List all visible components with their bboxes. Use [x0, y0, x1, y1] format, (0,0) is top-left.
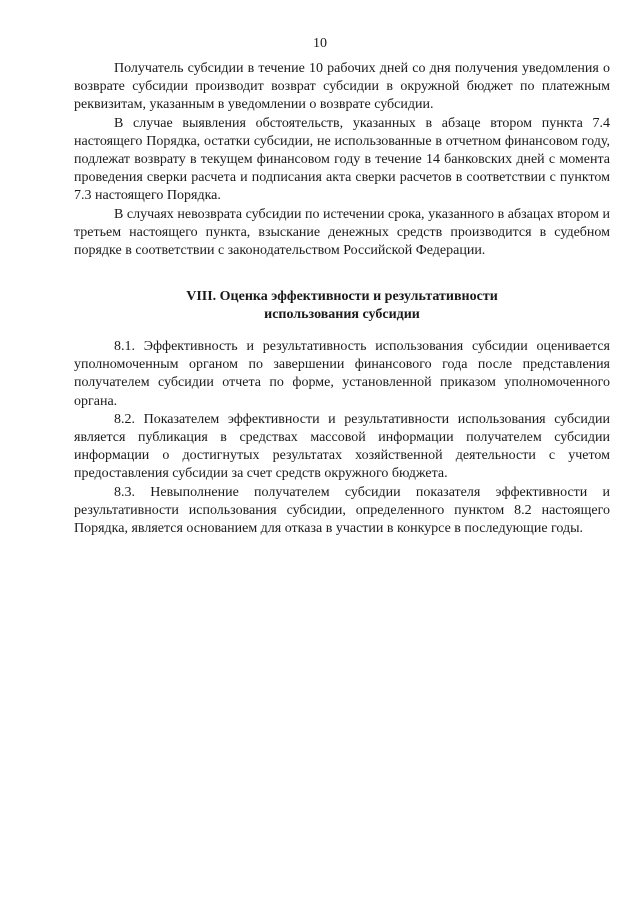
evaluation-paragraphs [74, 338, 610, 538]
paragraph-court-recovery: В случаях невозврата субсидии по истечении срока, указанного в абзацах втором и третьем настоящего пункта, взыскание денежных средств производится в судебном порядке в соответствии с законодательством Российской Федерации. [74, 206, 610, 259]
page-number: 10 [313, 36, 327, 51]
section-heading [74, 288, 610, 324]
refund-paragraphs [74, 60, 610, 260]
paragraph-8-1: 8.1. Эффективность и результативность использования субсидии оценивается уполномоченным органом по завершении финансового года после представления получателем субсидии отчета по форме, установленной приказом уполномоченного органа. [74, 339, 610, 409]
section-heading-line-1: VIII. Оценка эффективности и результативности [186, 289, 498, 304]
section-heading-line-2: использования субсидии [264, 307, 420, 322]
paragraph-unused-balance: В случае выявления обстоятельств, указанных в абзаце втором пункта 7.4 настоящего Порядка, остатки субсидии, не использованные в отчетном финансовом году, подлежат возврату в текущем финансовом году в течение 14 банковских дней с момента проведения сверки расчета и подписания акта сверки расчетов в соответствии с пунктом 7.3 настоящего Порядка. [74, 115, 610, 204]
paragraph-refund-deadline: Получатель субсидии в течение 10 рабочих дней со дня получения уведомления о возврате субсидии производит возврат субсидии в окружной бюджет по платежным реквизитам, указанным в уведомлении о возврате субсидии. [74, 61, 610, 113]
paragraph-8-2: 8.2. Показателем эффективности и результативности использования субсидии является публикация в средствах массовой информации получателем субсидии информации о достигнутых результатах хозяйственной деятельности с учетом предоставления субсидии за счет средств окружного бюджета. [74, 411, 610, 482]
paragraph-8-3: 8.3. Невыполнение получателем субсидии показателя эффективности и результативности использования субсидии, определенного пунктом 8.2 настоящего Порядка, является основанием для отказа в участии в конкурсе в последующие годы. [74, 484, 610, 537]
